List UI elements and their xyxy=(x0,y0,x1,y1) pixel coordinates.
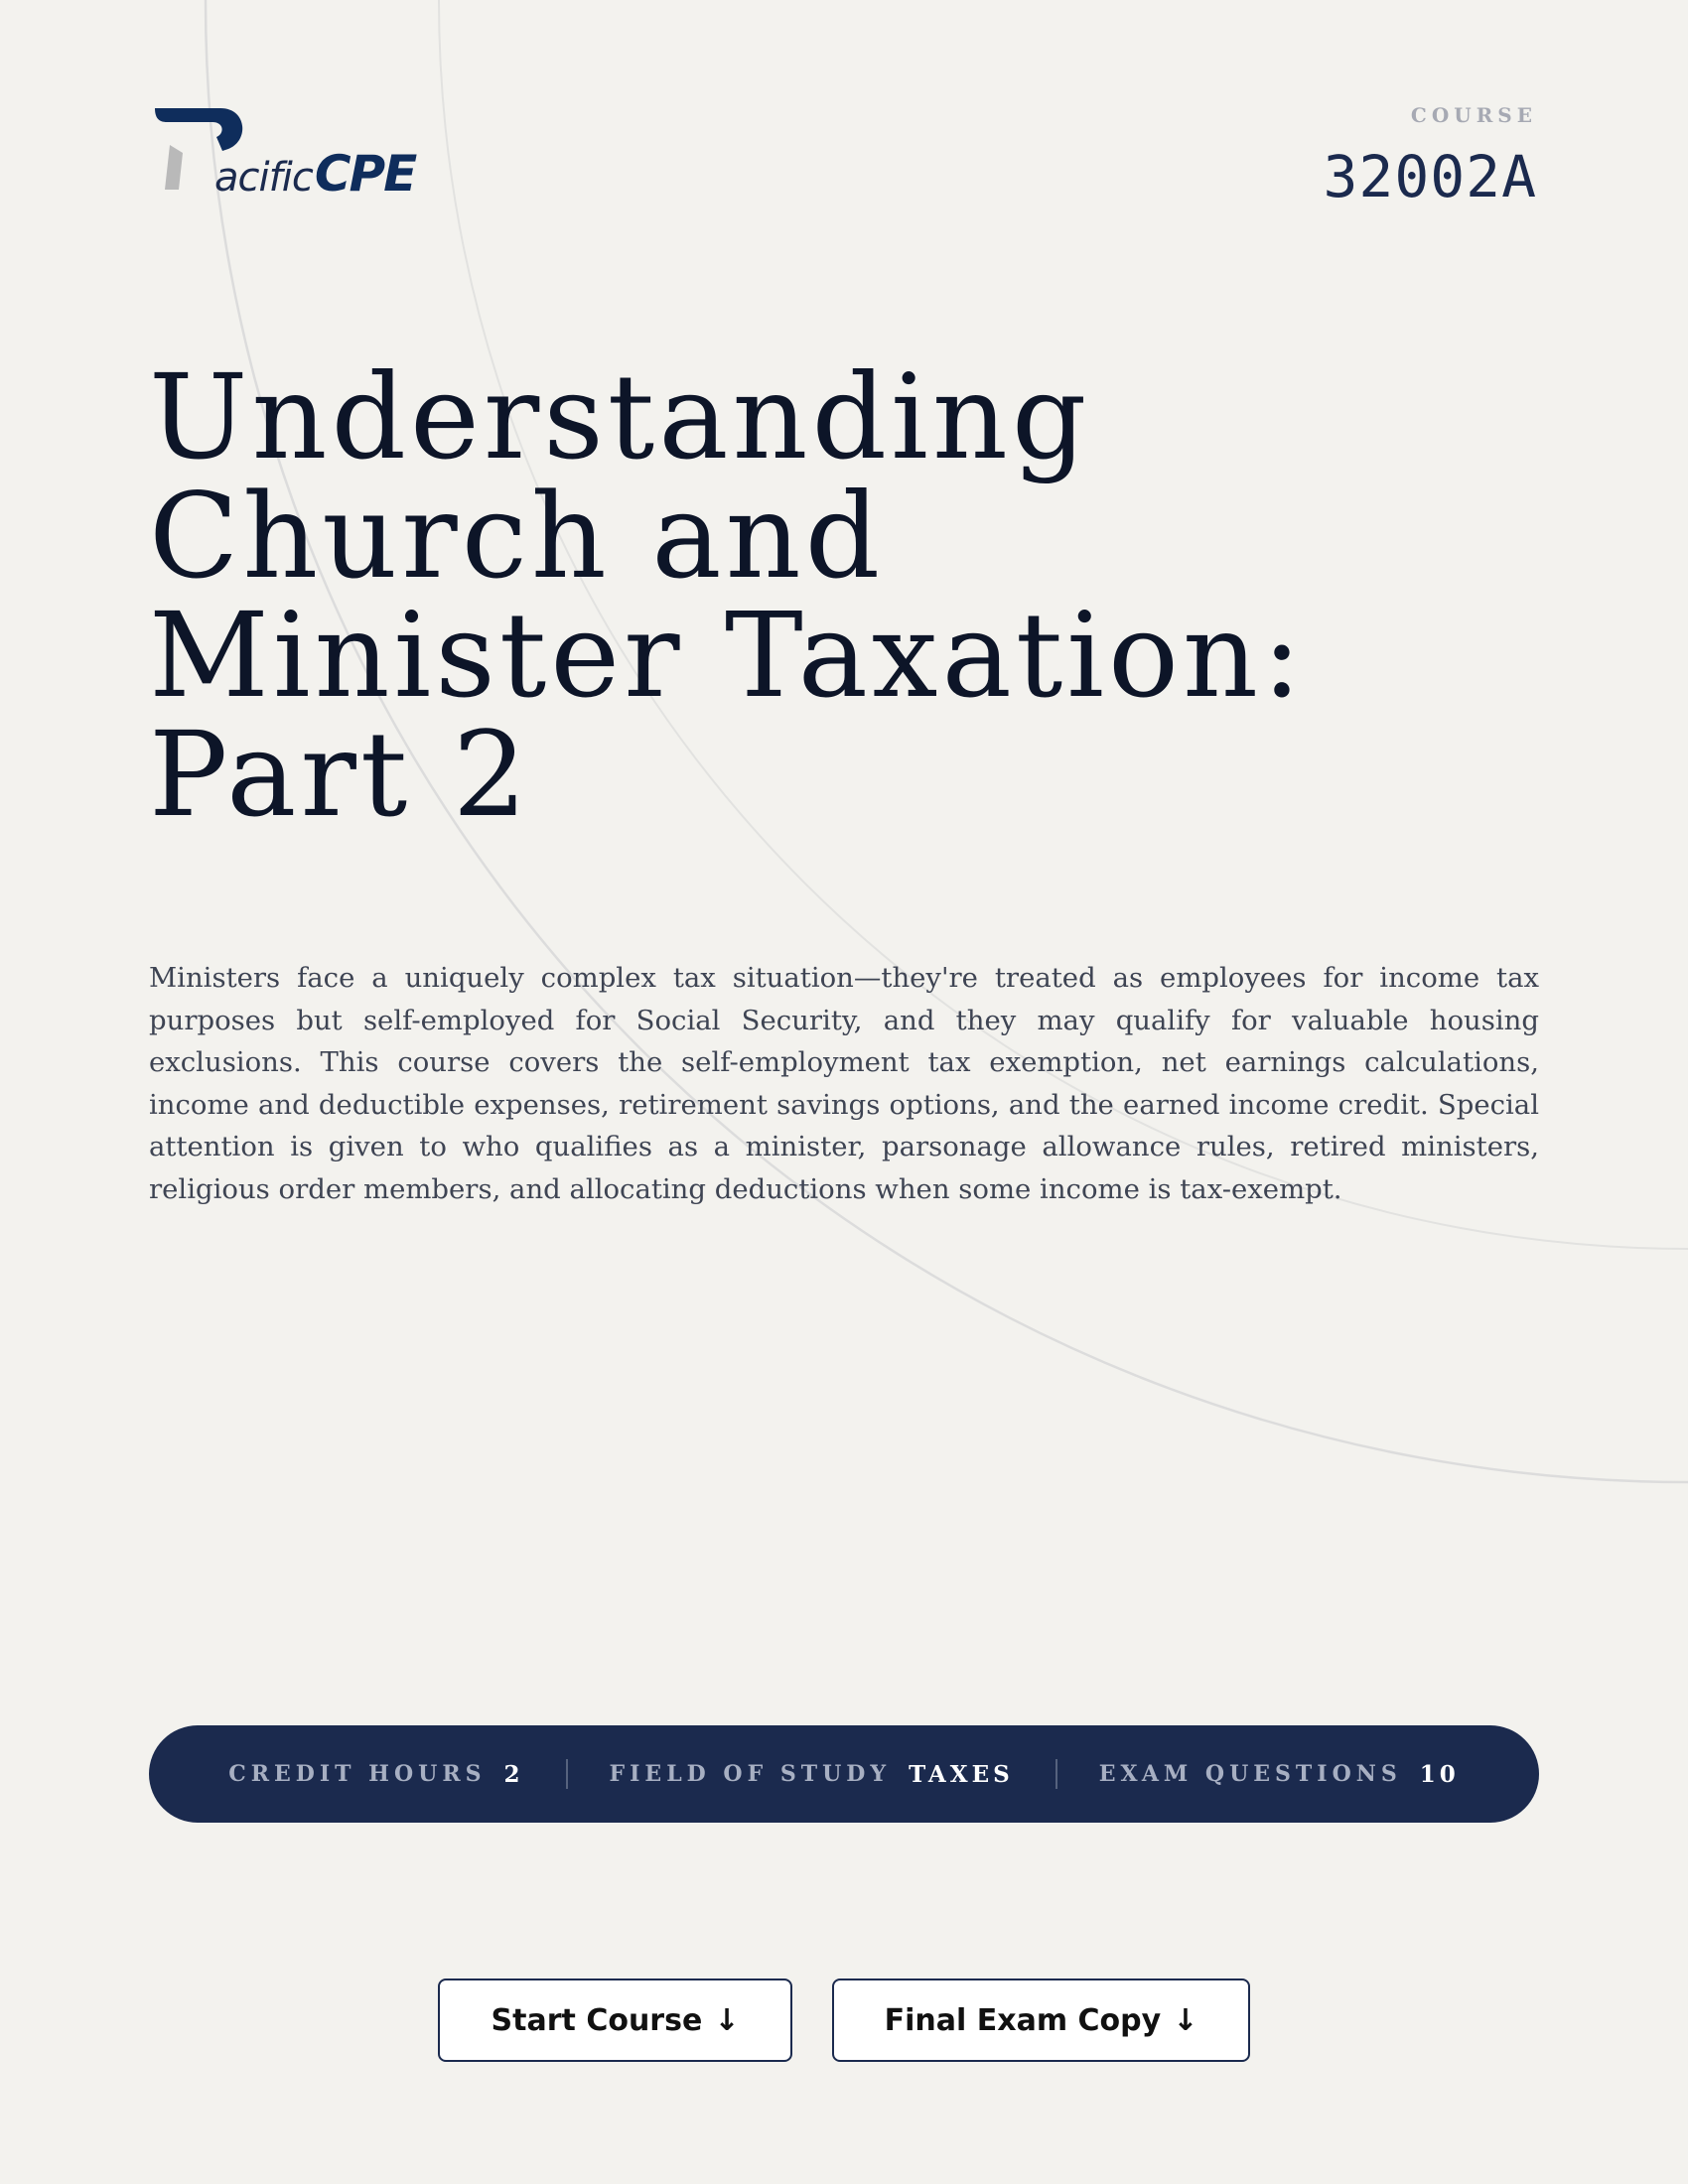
stat-value: 2 xyxy=(503,1760,524,1788)
start-course-label: Start Course xyxy=(491,2002,703,2038)
course-title-line: Church and xyxy=(149,468,885,605)
stat-divider xyxy=(566,1759,568,1789)
stat-credit-hours xyxy=(228,1761,523,1788)
course-title xyxy=(149,348,1519,843)
arrow-down-icon: ↓ xyxy=(714,2002,740,2038)
logo-text-acific: acific xyxy=(214,155,313,201)
stat-label: CREDIT HOURS xyxy=(228,1761,487,1787)
final-exam-copy-label: Final Exam Copy xyxy=(884,2002,1162,2038)
stat-label: FIELD OF STUDY xyxy=(609,1761,892,1787)
stat-exam-questions xyxy=(1099,1761,1460,1788)
stat-value: TAXES xyxy=(909,1760,1014,1788)
course-code: 32002A xyxy=(1323,143,1537,210)
stat-value: 10 xyxy=(1419,1760,1460,1788)
final-exam-copy-button[interactable] xyxy=(832,1979,1250,2062)
stat-label: EXAM QUESTIONS xyxy=(1098,1761,1402,1787)
stat-divider xyxy=(1055,1759,1057,1789)
course-title-line: Understanding xyxy=(149,348,1091,485)
pacific-cpe-logo xyxy=(153,105,416,203)
start-course-button[interactable] xyxy=(438,1979,792,2062)
course-title-line: Minister Taxation: xyxy=(149,587,1306,724)
course-description: Ministers face a uniquely complex tax situation—they're treated as employees for income tax purposes but self-employed for Social Security, and they may qualify for valuable housing exclusions. This course covers the self-employment tax exemption, net earnings calculations, income and deductible expenses, retirement savings options, and the earned income credit. Special attention is given to who qualifies as a minister, parsonage allowance rules, retired ministers, religious order members, and allocating deductions when some income is tax-exempt. xyxy=(149,962,1539,1205)
course-label: COURSE xyxy=(1410,103,1537,127)
course-info-bar xyxy=(149,1725,1539,1823)
stat-field-of-study xyxy=(610,1761,1014,1788)
course-title-line: Part 2 xyxy=(149,706,531,843)
arrow-down-icon: ↓ xyxy=(1173,2002,1198,2038)
logo-text-cpe: CPE xyxy=(314,145,416,203)
